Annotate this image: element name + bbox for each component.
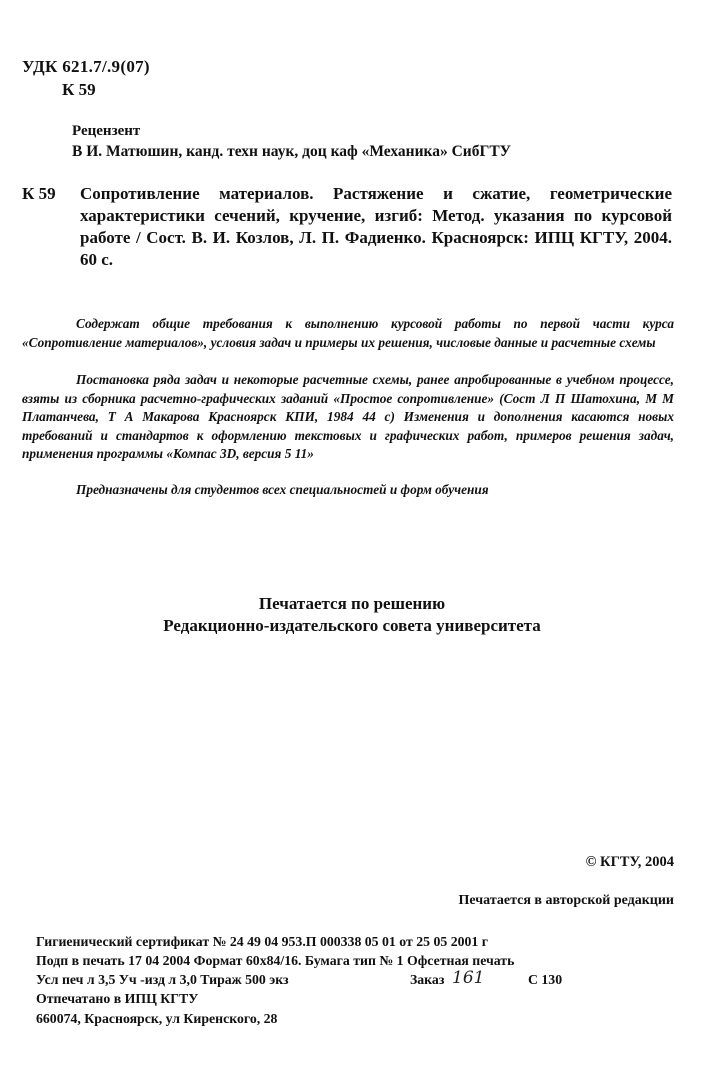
imprint-print-details: Подп в печать 17 04 2004 Формат 60х84/16. Бумага тип № 1 Офсетная печать: [36, 953, 515, 968]
order-label: Заказ: [410, 972, 445, 987]
annotation-paragraph-3: Предназначены для студентов всех специальностей и форм обучения: [76, 482, 489, 497]
author-sign: К 59: [62, 80, 96, 99]
copyright: © КГТУ, 2004: [585, 854, 674, 870]
publication-decision-line-2: Редакционно-издательского совета университета: [163, 616, 541, 635]
imprint-printed-at: Отпечатано в ИПЦ КГТУ: [36, 991, 199, 1006]
annotation-paragraph-1: Содержат общие требования к выполнению курсовой работы по первой части курса «Сопротивление материалов», условия задач и примеры их решения, числовые данные и расчетные схемы: [22, 316, 674, 350]
edition-note: Печатается в авторской редакции: [458, 893, 674, 908]
bibliographic-code: К 59: [22, 184, 56, 203]
imprint-address: 660074, Красноярск, ул Киренского, 28: [36, 1011, 278, 1026]
imprint-certificate: Гигиенический сертификат № 24 49 04 953.П 000338 05 01 от 25 05 2001 г: [36, 934, 489, 949]
imprint-c-number: С 130: [528, 972, 563, 987]
bibliographic-description: Сопротивление материалов. Растяжение и сжатие, геометрические характеристики сечений, кручение, изгиб: Метод. указания по курсовой работе / Сост. В. И. Козлов, Л. П. Фадиенко. Красноярск: ИПЦ КГТУ, 2004. 60 с.: [80, 184, 672, 269]
annotation-paragraph-2: Постановка ряда задач и некоторые расчетные схемы, ранее апробированные в учебном процессе, взяты из сборника расчетно-графических заданий «Простое сопротивление» (Сост Л П Шатохина, М М Платанчева, Т А Макарова Красноярск КПИ, 1984 44 с) Изменения и дополнения касаются новых требований и стандартов к оформлению текстовых и графических работ, примеров решения задач, применения программы «Компас 3D, версия 5 11»: [22, 372, 674, 461]
order-number-handwritten: 161: [452, 968, 485, 988]
publication-decision-line-1: Печатается по решению: [258, 594, 446, 613]
imprint-volume: Усл печ л 3,5 Уч -изд л 3,0 Тираж 500 экз: [36, 972, 289, 987]
reviewer-label: Рецензент: [72, 123, 141, 139]
udk-code: УДК 621.7/.9(07): [22, 57, 150, 76]
reviewer-name: В И. Матюшин, канд. техн наук, доц каф «Механика» СибГТУ: [72, 143, 512, 160]
